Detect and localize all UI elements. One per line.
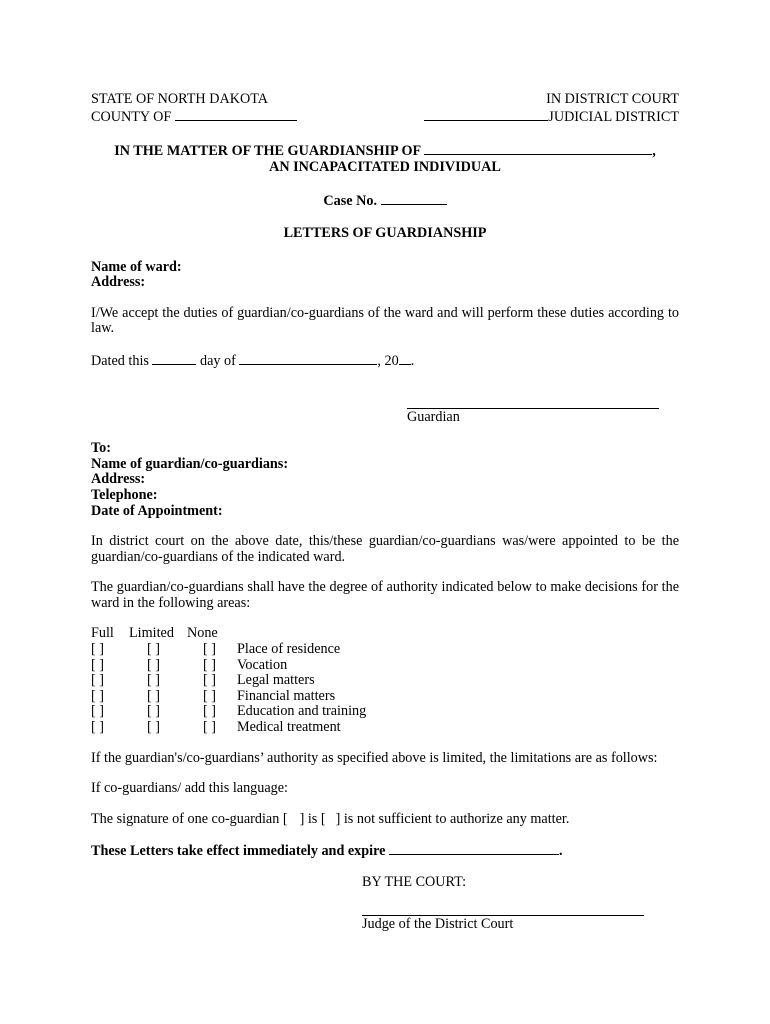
county-blank[interactable] (175, 108, 297, 121)
expiration-blank[interactable] (389, 842, 559, 855)
authority-table (91, 626, 366, 735)
authority-area: Place of residence (237, 641, 341, 658)
coguardian-paragraph: If co-guardians/ add this language: (91, 780, 288, 797)
full-checkbox[interactable]: [ ] (91, 656, 104, 673)
none-checkbox[interactable]: [ ] (203, 687, 216, 704)
none-checkbox[interactable]: [ ] (203, 703, 216, 720)
dated-period: . (410, 352, 415, 369)
none-checkbox[interactable]: [ ] (203, 641, 216, 658)
month-blank[interactable] (239, 352, 377, 365)
authority-area: Financial matters (237, 687, 336, 704)
case-number (91, 192, 679, 210)
authority-row (91, 689, 366, 705)
authority-area: Medical treatment (237, 719, 341, 736)
case-no-label: Case No. (323, 193, 378, 210)
limited-checkbox[interactable]: [ ] (147, 687, 160, 704)
none-header: None (187, 625, 218, 642)
signature-text-1: The signature of one co-guardian [ (91, 810, 288, 827)
case-no-blank[interactable] (381, 192, 447, 205)
ward-name-label: Name of ward: (91, 258, 182, 275)
authority-row (91, 658, 366, 674)
none-checkbox[interactable]: [ ] (203, 656, 216, 673)
day-of-label: day of (200, 352, 236, 369)
state-label: STATE OF NORTH DAKOTA (91, 91, 268, 107)
signature-text-3: ] is not sufficient to authorize any matter. (335, 810, 570, 827)
matter-line-1 (91, 142, 679, 160)
authority-area: Vocation (237, 656, 288, 673)
appointment-date-label: Date of Appointment: (91, 502, 223, 519)
dated-line (91, 352, 679, 370)
year-prefix: , 20 (377, 352, 399, 369)
full-header: Full (91, 625, 114, 642)
matter-text: IN THE MATTER OF THE GUARDIANSHIP OF (114, 143, 421, 160)
signature-text-2: ] is [ (299, 810, 326, 827)
county-label: COUNTY OF (91, 108, 172, 125)
full-checkbox[interactable]: [ ] (91, 672, 104, 689)
ward-name-blank[interactable] (424, 142, 652, 155)
none-checkbox[interactable]: [ ] (203, 672, 216, 689)
court-header (91, 92, 679, 108)
document-body (91, 92, 679, 932)
authority-row (91, 720, 366, 736)
guardian-name-label: Name of guardian/co-guardians: (91, 455, 289, 472)
limited-checkbox[interactable]: [ ] (147, 672, 160, 689)
county-field (91, 108, 297, 126)
court-label: IN DISTRICT COURT (546, 91, 679, 107)
district-field (424, 108, 679, 126)
day-blank[interactable] (152, 352, 196, 365)
document-title: LETTERS OF GUARDIANSHIP (283, 224, 487, 241)
authority-area: Education and training (237, 703, 367, 720)
by-the-court: BY THE COURT: (362, 874, 467, 890)
authority-paragraph: The guardian/co-guardians shall have the degree of authority indicated below to make decisions for the ward in the following areas: (91, 579, 679, 611)
guardian-address-label: Address: (91, 471, 146, 488)
signature-sufficiency-line (91, 812, 679, 828)
limited-header: Limited (129, 625, 174, 642)
full-checkbox[interactable]: [ ] (91, 703, 104, 720)
full-checkbox[interactable]: [ ] (91, 641, 104, 658)
expiration-text: These Letters take effect immediately and expire (91, 843, 386, 860)
none-checkbox[interactable]: [ ] (203, 719, 216, 736)
district-blank[interactable] (424, 108, 548, 121)
limitations-paragraph: If the guardian's/co-guardians’ authority as specified above is limited, the limitations are as follows: (91, 749, 658, 766)
expiration-line (91, 842, 679, 860)
dated-label: Dated this (91, 352, 149, 369)
district-label: JUDICIAL DISTRICT (548, 108, 679, 125)
authority-row (91, 642, 366, 658)
appointment-paragraph: In district court on the above date, this/these guardian/co-guardians was/were appointed to be the guardian/co-guardians of the indicated ward. (91, 533, 679, 565)
guardian-signature-label: Guardian (407, 408, 460, 425)
limited-checkbox[interactable]: [ ] (147, 656, 160, 673)
year-blank[interactable] (399, 352, 411, 365)
full-checkbox[interactable]: [ ] (91, 719, 104, 736)
expiration-period: . (559, 843, 563, 860)
county-row (91, 108, 679, 126)
limited-checkbox[interactable]: [ ] (147, 703, 160, 720)
judge-signature-label: Judge of the District Court (362, 915, 514, 932)
ward-address-label: Address: (91, 274, 146, 291)
limited-checkbox[interactable]: [ ] (147, 641, 160, 658)
matter-comma: , (652, 143, 656, 160)
authority-row (91, 673, 366, 689)
authority-area: Legal matters (237, 672, 315, 689)
full-checkbox[interactable]: [ ] (91, 687, 104, 704)
limited-checkbox[interactable]: [ ] (147, 719, 160, 736)
authority-row (91, 704, 366, 720)
authority-header-row (91, 626, 366, 642)
matter-line-2: AN INCAPACITATED INDIVIDUAL (269, 158, 501, 175)
guardian-telephone-label: Telephone: (91, 486, 158, 503)
acceptance-paragraph: I/We accept the duties of guardian/co-guardians of the ward and will perform these duties according to law. (91, 304, 679, 337)
to-label: To: (91, 440, 111, 457)
